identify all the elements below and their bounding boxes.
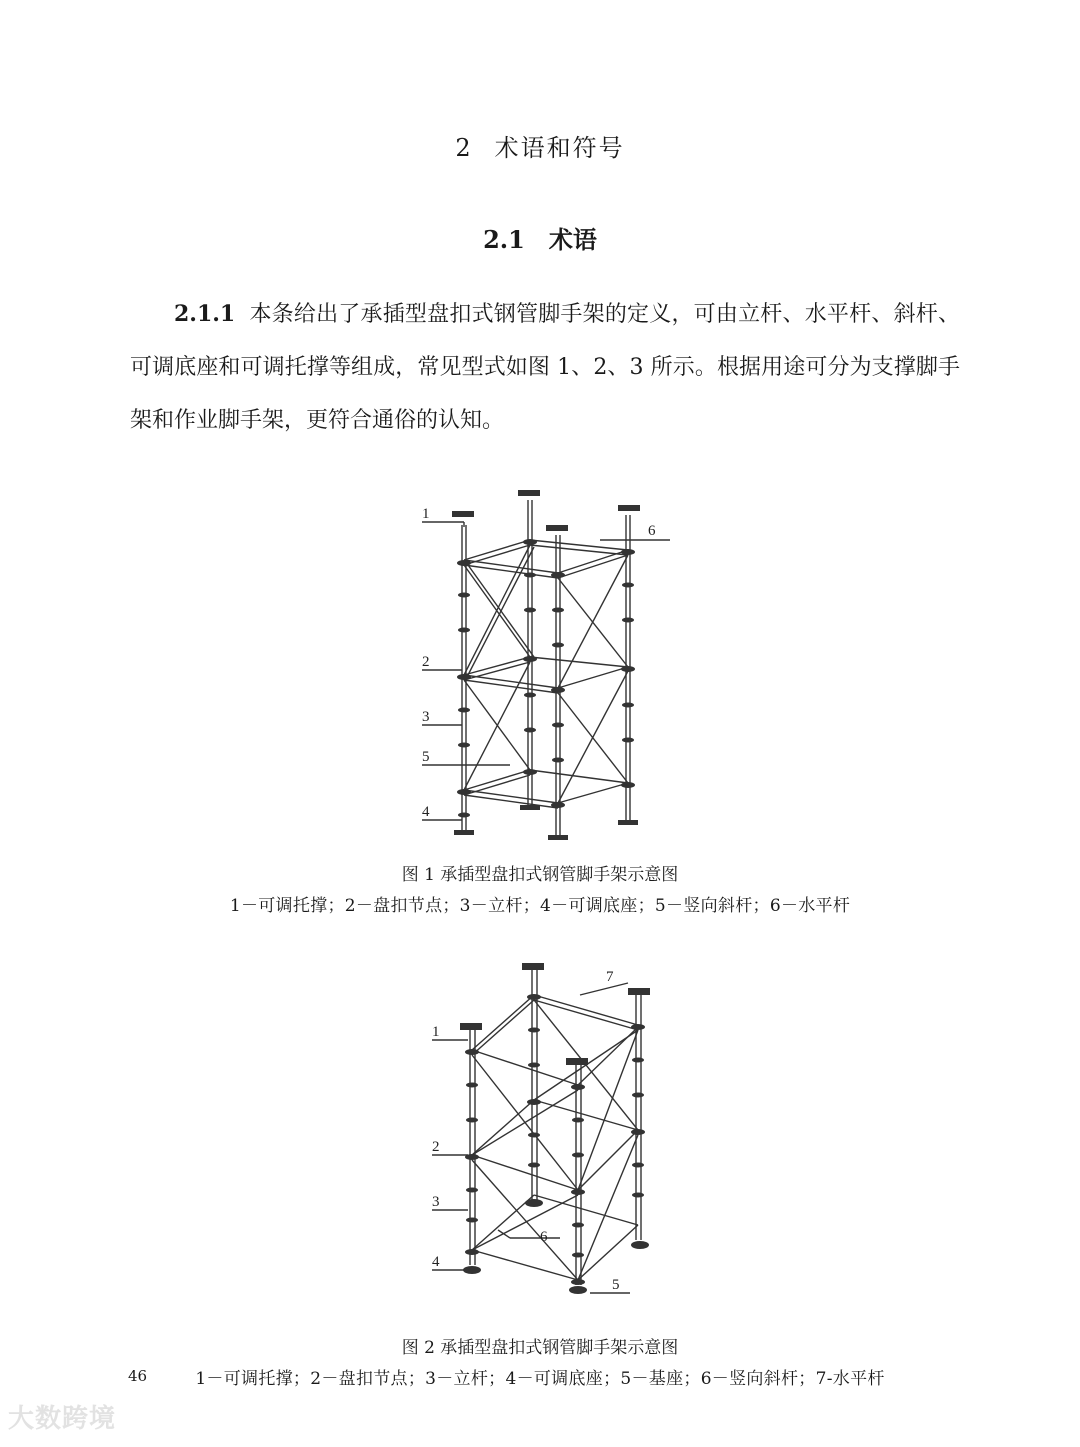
fig2-label-7: 7 (606, 969, 614, 985)
fig1-label-5: 5 (422, 749, 430, 765)
section-name: 术语 (548, 226, 597, 254)
section-title (0, 220, 1080, 255)
clause-paragraph (130, 288, 960, 447)
watermark-logo: 大数跨境 (8, 1404, 117, 1434)
fig1-label-3: 3 (422, 709, 430, 725)
figure-1-legend: 1－可调托撑；2－盘扣节点；3－立杆；4－可调底座；5－竖向斜杆；6－水平杆 (229, 896, 851, 916)
fig2-label-4: 4 (432, 1254, 440, 1270)
fig1-label-1: 1 (422, 506, 430, 522)
fig2-label-6: 6 (540, 1229, 548, 1245)
figure-1-caption: 图 1 承插型盘扣式钢管脚手架示意图 (401, 865, 679, 885)
clause-text: 本条给出了承插型盘扣式钢管脚手架的定义，可由立杆、水平杆、斜杆、可调底座和可调托撑等组成，常见型式如图 1、2、3 所示。根据用途可分为支撑脚手架和作业脚手架，更符合通俗的认知。 (130, 302, 960, 433)
fig2-label-1: 1 (432, 1024, 440, 1040)
chapter-name: 术语和符号 (494, 134, 625, 162)
fig2-label-3: 3 (432, 1194, 440, 1210)
figure-2-drawing (410, 955, 670, 1325)
figure-2-caption: 图 2 承插型盘扣式钢管脚手架示意图 (401, 1338, 679, 1358)
page-number: 46 (128, 1367, 148, 1385)
fig1-label-6: 6 (648, 523, 656, 539)
section-number: 2.1 (483, 225, 525, 254)
fig2-label-5: 5 (612, 1277, 620, 1293)
clause-number: 2.1.1 (174, 301, 236, 327)
chapter-title (0, 128, 1080, 163)
fig2-label-2: 2 (432, 1139, 440, 1155)
fig1-label-4: 4 (422, 804, 430, 820)
figure-2-legend: 1－可调托撑；2－盘扣节点；3－立杆；4－可调底座；5－基座；6－竖向斜杆；7-水平杆 (195, 1369, 885, 1389)
fig1-label-2: 2 (422, 654, 430, 670)
figure-1-drawing (400, 485, 700, 845)
chapter-number: 2 (455, 134, 473, 162)
